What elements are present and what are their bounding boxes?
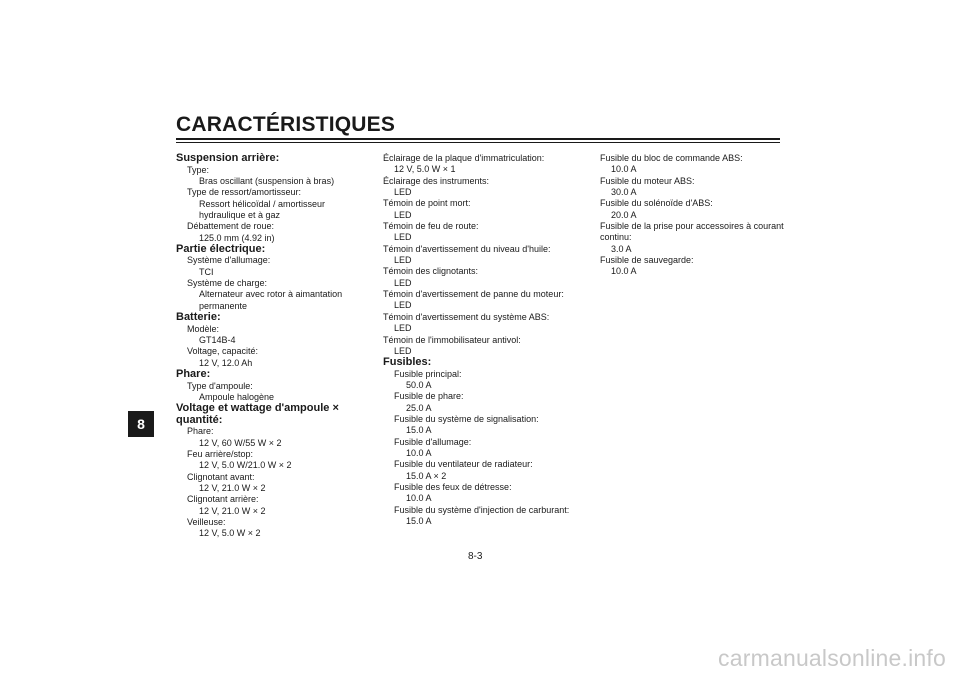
spec-value: 125.0 mm (4.92 in): [199, 232, 275, 243]
spec-value: 10.0 A: [406, 448, 432, 459]
spec-value: hydraulique et à gaz: [199, 209, 281, 220]
chapter-tab[interactable]: 8: [128, 411, 154, 437]
section-heading: Suspension arrière:: [176, 152, 280, 164]
spec-label: Modèle:: [187, 323, 220, 334]
spec-label: Fusible du ventilateur de radiateur:: [394, 459, 533, 470]
spec-label: Phare:: [187, 426, 214, 437]
spec-label: Voltage, capacité:: [187, 346, 259, 357]
spec-label: Fusible du moteur ABS:: [600, 175, 695, 186]
spec-label: Fusible de sauvegarde:: [600, 255, 694, 266]
spec-label: Témoin de feu de route:: [383, 221, 479, 232]
spec-value: Ampoule halogène: [199, 391, 275, 402]
spec-label: Témoin d'avertissement de panne du moteur:: [383, 289, 564, 300]
watermark-link[interactable]: carmanualsonline.info: [718, 645, 946, 671]
page-title: CARACTÉRISTIQUES: [176, 113, 396, 136]
section-heading: Batterie:: [176, 311, 221, 324]
spec-label: Éclairage de la plaque d'immatriculation:: [383, 153, 545, 163]
spec-label: Témoin des clignotants:: [383, 266, 479, 277]
spec-label: Témoin de point mort:: [383, 198, 471, 209]
spec-label: Veilleuse:: [187, 516, 226, 527]
spec-label: Fusible d'allumage:: [394, 436, 472, 447]
section-heading: Voltage et wattage d'ampoule × quantité:: [176, 402, 339, 426]
title-rule-thin: [176, 142, 780, 143]
spec-label: LED: [394, 323, 412, 334]
spec-label: Type de ressort/amortisseur:: [187, 187, 302, 198]
spec-label: Débattement de roue:: [187, 221, 275, 232]
spec-label: LED: [394, 232, 412, 243]
spec-label: Feu arrière/stop:: [187, 448, 254, 459]
spec-label: Fusible du bloc de commande ABS:: [600, 153, 743, 163]
section-heading: Partie électrique:: [176, 242, 266, 255]
section-heading: Phare:: [176, 368, 211, 380]
spec-label: LED: [394, 345, 412, 356]
spec-value: 10.0 A: [406, 493, 432, 504]
spec-label: 10.0 A: [611, 164, 637, 175]
spec-value: 12 V, 60 W/55 W × 2: [199, 437, 282, 448]
spec-column-2: [383, 153, 593, 528]
spec-label: Fusible de phare:: [394, 391, 464, 402]
spec-label: Type d'ampoule:: [187, 380, 253, 391]
spec-value: 12 V, 21.0 W × 2: [199, 505, 266, 516]
spec-value: Ressort hélicoïdal / amortisseur: [199, 198, 326, 209]
spec-value: 15.0 A: [406, 516, 432, 527]
spec-label: Fusible du système de signalisation:: [394, 414, 539, 425]
spec-value: Bras oscillant (suspension à bras): [199, 175, 335, 186]
spec-label: 12 V, 5.0 W × 1: [394, 164, 456, 175]
spec-label: Système de charge:: [187, 278, 268, 289]
spec-label: 30.0 A: [611, 187, 637, 198]
spec-label: Fusible du système d'injection de carburant:: [394, 504, 570, 515]
spec-label: Fusible des feux de détresse:: [394, 482, 512, 493]
title-rule-thick: [176, 138, 780, 140]
spec-value: 12 V, 21.0 W × 2: [199, 482, 266, 493]
spec-value: 50.0 A: [406, 380, 432, 391]
spec-label: 20.0 A: [611, 209, 637, 220]
spec-label: Témoin de l'immobilisateur antivol:: [383, 334, 521, 345]
spec-value: 12 V, 12.0 Ah: [199, 357, 253, 368]
spec-value: 12 V, 5.0 W × 2: [199, 528, 261, 539]
section-heading: Fusibles:: [383, 356, 432, 369]
spec-label: Témoin d'avertissement du niveau d'huile:: [383, 243, 551, 254]
spec-column-1: [176, 153, 376, 540]
spec-value: 15.0 A × 2: [406, 470, 447, 481]
spec-value: Alternateur avec rotor à aimantation: [199, 289, 343, 300]
spec-label: Clignotant arrière:: [187, 494, 259, 505]
spec-label: Fusible du solénoïde d'ABS:: [600, 198, 713, 209]
spec-label: LED: [394, 300, 412, 311]
spec-label: Éclairage des instruments:: [383, 175, 490, 186]
spec-value: TCI: [199, 266, 214, 277]
spec-label: Clignotant avant:: [187, 471, 255, 482]
spec-column-3: [600, 153, 790, 278]
spec-label: 10.0 A: [611, 266, 637, 277]
spec-label: LED: [394, 209, 412, 220]
spec-label: LED: [394, 187, 412, 198]
spec-value: 15.0 A: [406, 425, 432, 436]
spec-value: GT14B-4: [199, 334, 236, 345]
spec-label: Fusible de la prise pour accessoires à courant: [600, 221, 784, 232]
spec-label: continu:: [600, 232, 632, 243]
spec-value: permanente: [199, 300, 248, 311]
spec-label: Fusible principal:: [394, 368, 462, 379]
spec-label: Témoin d'avertissement du système ABS:: [383, 311, 550, 322]
spec-label: LED: [394, 255, 412, 266]
spec-label: LED: [394, 277, 412, 288]
page-number: 8-3: [468, 551, 483, 562]
spec-label: Système d'allumage:: [187, 255, 271, 266]
spec-value: 12 V, 5.0 W/21.0 W × 2: [199, 460, 292, 471]
spec-value: 25.0 A: [406, 402, 432, 413]
spec-label: Type:: [187, 164, 210, 175]
spec-label: 3.0 A: [611, 243, 632, 254]
